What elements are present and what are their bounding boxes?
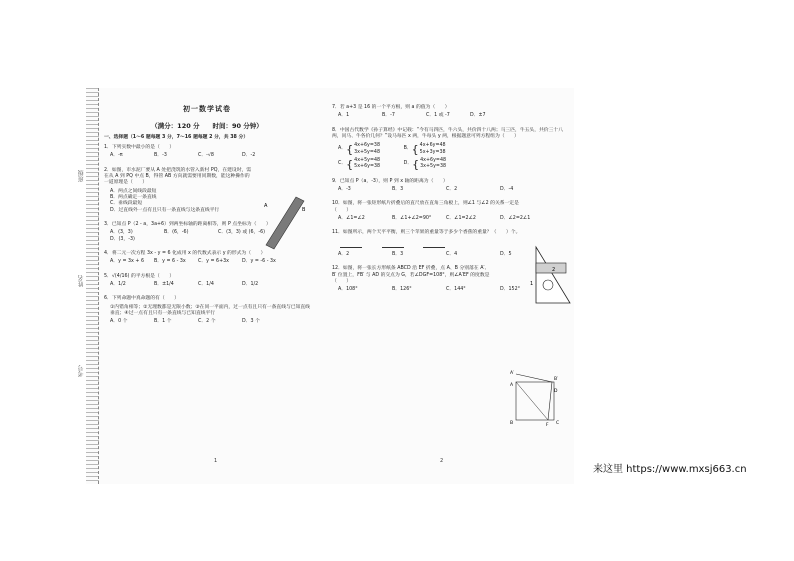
option: D．1/2 [242, 282, 259, 288]
equation: 4x+6y=38 [354, 143, 381, 149]
q2-pipe-figure [262, 195, 310, 251]
figure-label: D [554, 389, 558, 394]
binding-mark-id: 考号 [78, 365, 85, 377]
binding-mark-name: 姓名 [78, 275, 85, 287]
balance-icon [382, 239, 404, 248]
question-1 [104, 145, 310, 160]
question-statements: ①内错角相等；②无理数都是无限小数；③在同一平面内，过一点有且只有一条直线与已知直线垂直；④过一点有且只有一条直线与已知直线平行 [110, 304, 310, 317]
option: A．1/2 [110, 282, 126, 288]
option: C．y = 6+3x [198, 259, 230, 265]
brace-icon: { [346, 157, 354, 171]
option: D．过直线外一点有且只有一条直线与这条直线平行 [110, 207, 220, 213]
option: A．(3，3) [110, 230, 133, 236]
equation: 4x+6y=48 [420, 157, 447, 163]
option: A．0 个 [110, 319, 128, 325]
option: A．y = 3x + 6 [110, 259, 144, 265]
question-6 [104, 296, 310, 325]
option: D．±7 [470, 113, 486, 119]
option: D．-4 [500, 186, 514, 192]
option: C．1 或 -7 [426, 113, 450, 119]
option: D．5 [500, 251, 512, 257]
option: A．-π [110, 153, 123, 159]
q12-fold-figure [508, 368, 566, 426]
page-number-right: 2 [440, 458, 444, 464]
balance-icon [423, 239, 445, 248]
question-12 [332, 266, 521, 293]
figure-label: A′ [510, 371, 515, 376]
figure-label: B [302, 207, 306, 213]
option-system [404, 143, 446, 156]
question-text: 7．若 a+3 是 16 的一个平方根，则 a 的值为（ ） [332, 105, 450, 110]
option-label: D． [403, 161, 413, 167]
exam-title: 初一数学试卷 [183, 105, 231, 113]
question-text: 4．将二元一次方程 3x - y = 6 化成用 x 的代数式表示 y 的形式为（ ） [104, 251, 266, 257]
option: B．∠1+∠2=90° [392, 215, 432, 221]
page-number-left: 1 [214, 458, 218, 464]
question-5 [104, 274, 310, 289]
equation: 4x+6y=48 [419, 143, 446, 149]
question-7 [332, 105, 568, 120]
option: C．1/4 [198, 282, 214, 288]
question-text: 5．√(4/16) 的平方根是（ ） [104, 273, 175, 279]
option: B．3 [392, 251, 404, 257]
option: D．152° [500, 287, 521, 293]
equation: 3x+5y=48 [354, 149, 381, 155]
figure-label: 1 [530, 281, 534, 287]
equation: 4x+5y=48 [354, 157, 381, 163]
option-system [338, 158, 380, 171]
question-8 [332, 128, 568, 171]
figure-label: A [264, 203, 268, 209]
binding-strip [86, 88, 99, 484]
option: B．1 个 [154, 319, 172, 325]
option: D．(3，-3) [110, 236, 135, 242]
option: B．-3 [154, 153, 167, 159]
option: D．-2 [242, 153, 256, 159]
option: D．3 个 [242, 319, 260, 325]
question-text: 6．下列命题中真命题的有（ ） [104, 296, 180, 302]
option: D．y = -6 - 3x [242, 259, 276, 265]
option-system [338, 143, 380, 156]
option: B．126° [392, 287, 412, 293]
option: A．1 [338, 113, 350, 119]
equation: 5x+3y=38 [419, 149, 446, 155]
question-text: 9．已知点 P（a，-3），则 P 到 x 轴的距离为（ ） [332, 178, 448, 184]
option: B．-7 [382, 113, 395, 119]
figure-label: B′ [554, 377, 559, 382]
option-label: C． [338, 161, 347, 167]
q10-triangle-figure [522, 245, 574, 307]
question-10 [332, 201, 532, 222]
option-label: A． [338, 146, 347, 152]
question-text: 1．下列实数中最小的是（ ） [104, 145, 175, 151]
question-text: 8．中国古代数学《孙子算经》中记载：“今有马四匹，牛六头，共价四十八两；马三匹，牛五头，共价三十八两，问马、牛各价几何？”设马每匹 x 两，牛每头 y 两，根据题意可列方程组为（ ） [332, 127, 563, 139]
question-9 [332, 179, 568, 194]
brace-icon: { [346, 143, 354, 157]
question-text: 3．已知点 P（2 - a，3a+6）到两坐标轴的距离相等，则 P 点坐标为（ ） [104, 222, 271, 228]
question-text: 12．如图，将一张长方形纸条 ABCD 沿 EF 折叠，点 A、B 分别落在 A′、B′ 位置上，FB′ 与 AD 的交点为 G，若∠DGF=108°，则∠A′EF 的度数是（ ） [332, 266, 490, 284]
equation: 3x+5y=38 [420, 164, 447, 170]
option: B．y = 6 - 3x [154, 259, 186, 265]
section-heading: 一、选择题（1～6 题每题 3 分，7～16 题每题 2 分，共 38 分） [104, 134, 249, 140]
figure-label: B [510, 421, 514, 426]
option: C．144° [446, 287, 466, 293]
question-text: 2．如图，市水泥厂要从 A 处把浇筑的水管入新村 PQ，在建设时，需在从 A 到 PQ 中点 B，得管 AB 方向就需要用同期数，能这种操作的一道原理是（ ） [104, 167, 252, 186]
option: A．∠1=∠2 [338, 215, 365, 221]
binding-mark-class: 班级 [78, 170, 85, 182]
option: A．2 [338, 251, 350, 257]
figure-label: F [546, 423, 549, 426]
option: A．两点之间线段最短 [110, 188, 157, 194]
question-text: 11．如图所示，两个天平平衡，则三个苹果的重量等于多少个香蕉的重量？（ ）个。 [332, 230, 521, 236]
option: B．±1/4 [154, 282, 174, 288]
option: B．(6，-6) [164, 230, 189, 236]
option: C．2 个 [198, 319, 216, 325]
option-label: B． [403, 146, 412, 152]
option: D．∠2=2∠1 [500, 215, 531, 221]
brace-icon: { [411, 143, 419, 157]
brace-icon: { [412, 157, 420, 171]
option: C．2 [446, 186, 458, 192]
figure-label: C [556, 421, 560, 426]
option-system [404, 158, 446, 171]
balance-icon [340, 239, 362, 248]
option: C．-√8 [198, 153, 214, 159]
option: A．-3 [338, 186, 351, 192]
question-2 [104, 168, 254, 214]
exam-subtitle: （满分：120 分 时间：90 分钟） [151, 122, 263, 131]
footer-watermark-link[interactable]: 来这里 https://www.mxsj663.cn [593, 464, 747, 475]
equation: 5x+6y=38 [354, 164, 381, 170]
figure-label: 2 [552, 267, 556, 273]
option: A．108° [338, 287, 358, 293]
option: C．(3，3) 或 (6，-6) [218, 230, 266, 236]
question-text: 10．如图，将一张矩形纸片折叠后的直尺放在直角三角板上，则∠1 与∠2 的关系一定是（ ） [332, 201, 519, 213]
question-4 [104, 251, 310, 266]
figure-label: A [510, 383, 514, 388]
option: C．垂线段最短 [110, 201, 143, 207]
option: B．两点确定一条直线 [110, 195, 157, 201]
option: C．4 [446, 251, 458, 257]
option: C．∠1=2∠2 [446, 215, 476, 221]
option: B．3 [392, 186, 404, 192]
